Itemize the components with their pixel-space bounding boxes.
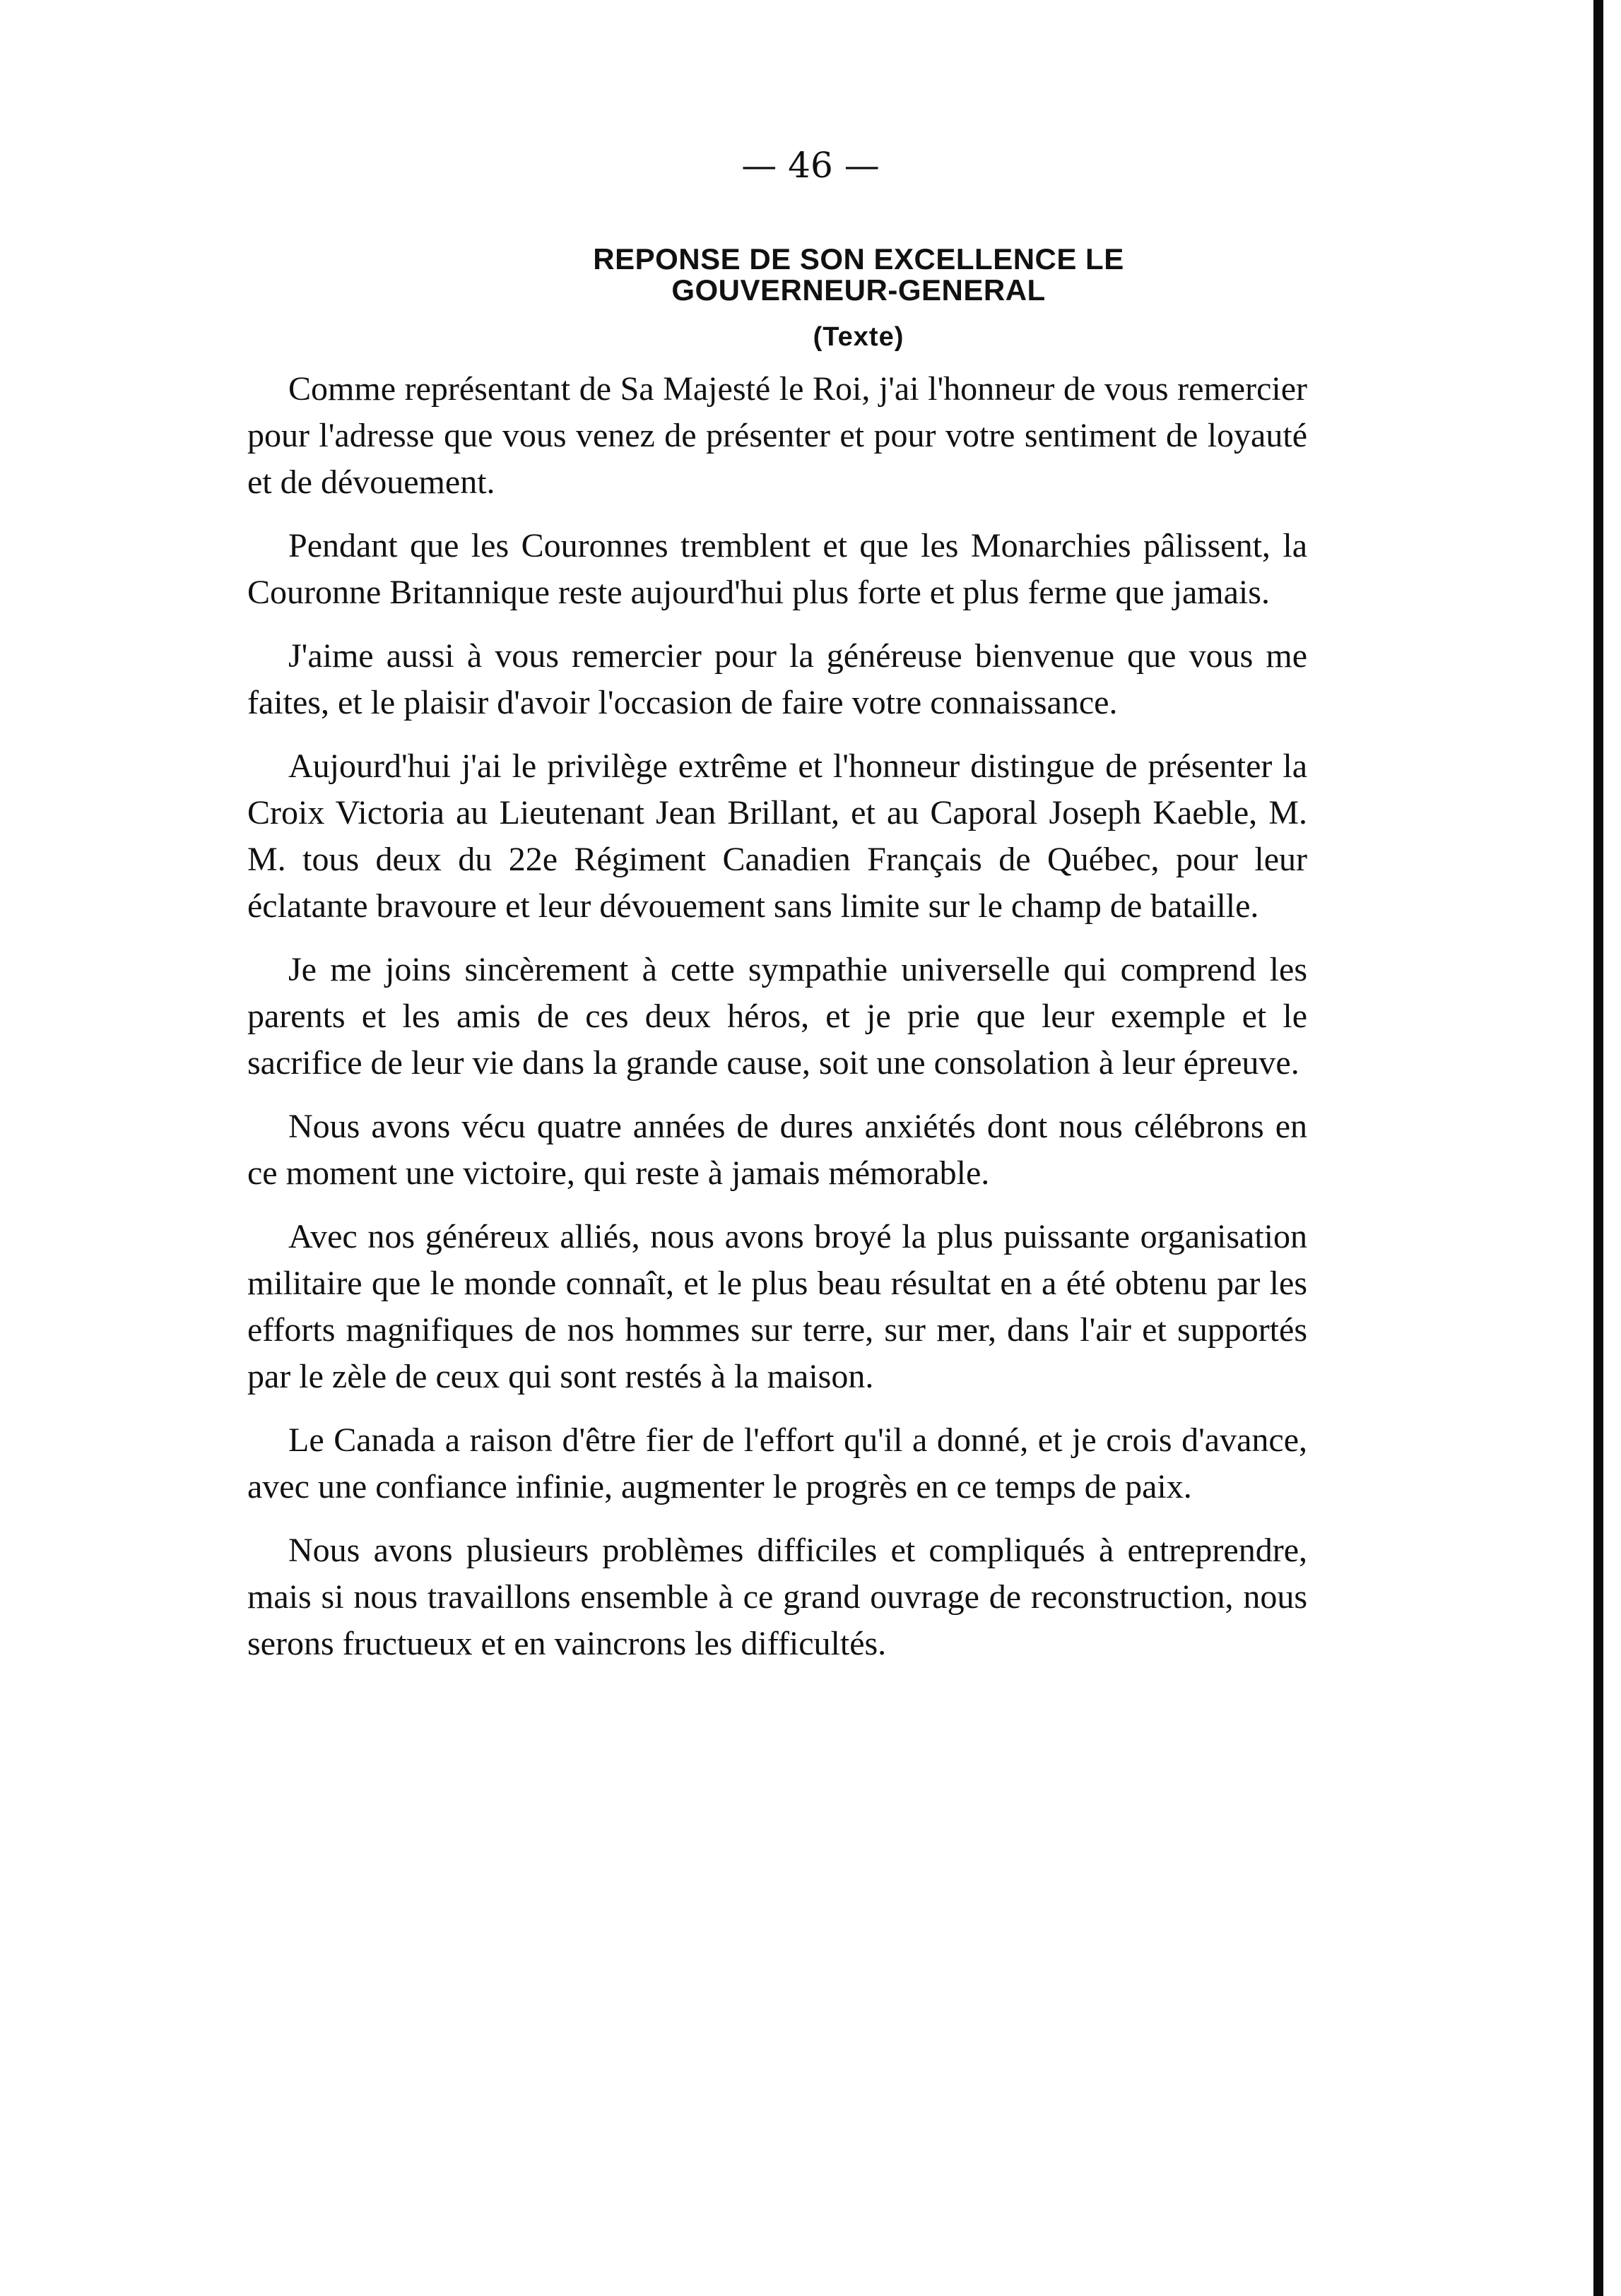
paragraph-4: Aujourd'hui j'ai le privilège extrême et l'honneur distingue de présenter la Croix Victoria au Lieutenant Jean Brillant, et au Caporal Joseph Kaeble, M. M. tous deux du 22e Régiment Canadien Français de Québec, pour leur éclatante bravoure et leur dévouement sans limite sur le champ de bataille. [247, 747, 1307, 925]
page-binding-edge [1593, 0, 1603, 2296]
paragraph-3: J'aime aussi à vous remercier pour la généreuse bienvenue que vous me faites, et le plaisir d'avoir l'occasion de faire votre connaissance. [247, 637, 1307, 721]
body-text [247, 366, 1307, 1684]
paragraph-1: Comme représentant de Sa Majesté le Roi, j'ai l'honneur de vous remercier pour l'adresse que vous venez de présenter et pour votre sentiment de loyauté et de dévouement. [247, 370, 1307, 501]
paragraph-2: Pendant que les Couronnes tremblent et que les Monarchies pâlissent, la Couronne Britannique reste aujourd'hui plus forte et plus ferme que jamais. [247, 527, 1307, 611]
paragraph-5: Je me joins sincèrement à cette sympathie universelle qui comprend les parents et les amis de ces deux héros, et je prie que leur exemple et le sacrifice de leur vie dans la grande cause, soit une consolation à leur épreuve. [247, 951, 1307, 1082]
title-block [311, 244, 1406, 353]
paragraph-8: Le Canada a raison d'être fier de l'effort qu'il a donné, et je crois d'avance, avec une confiance infinie, augmenter le progrès en ce temps de paix. [247, 1421, 1307, 1505]
paragraph-6: Nous avons vécu quatre années de dures anxiétés dont nous célébrons en ce moment une victoire, qui reste à jamais mémorable. [247, 1108, 1307, 1192]
page-number: — 46 — [741, 145, 880, 186]
title-line-2: GOUVERNEUR-GENERAL [671, 273, 1046, 307]
paragraph-9: Nous avons plusieurs problèmes difficiles et compliqués à entreprendre, mais si nous travaillons ensemble à ce grand ouvrage de reconstruction, nous serons fructueux et en vaincrons les difficultés. [247, 1532, 1307, 1662]
paragraph-7: Avec nos généreux alliés, nous avons broyé la plus puissante organisation militaire que le monde connaît, et le plus beau résultat en a été obtenu par les efforts magnifiques de nos hommes sur terre, sur mer, dans l'air et supportés par le zèle de ceux qui sont restés à la maison. [247, 1218, 1307, 1395]
title-line-1: REPONSE DE SON EXCELLENCE LE [593, 242, 1124, 276]
subtitle: (Texte) [813, 322, 904, 352]
